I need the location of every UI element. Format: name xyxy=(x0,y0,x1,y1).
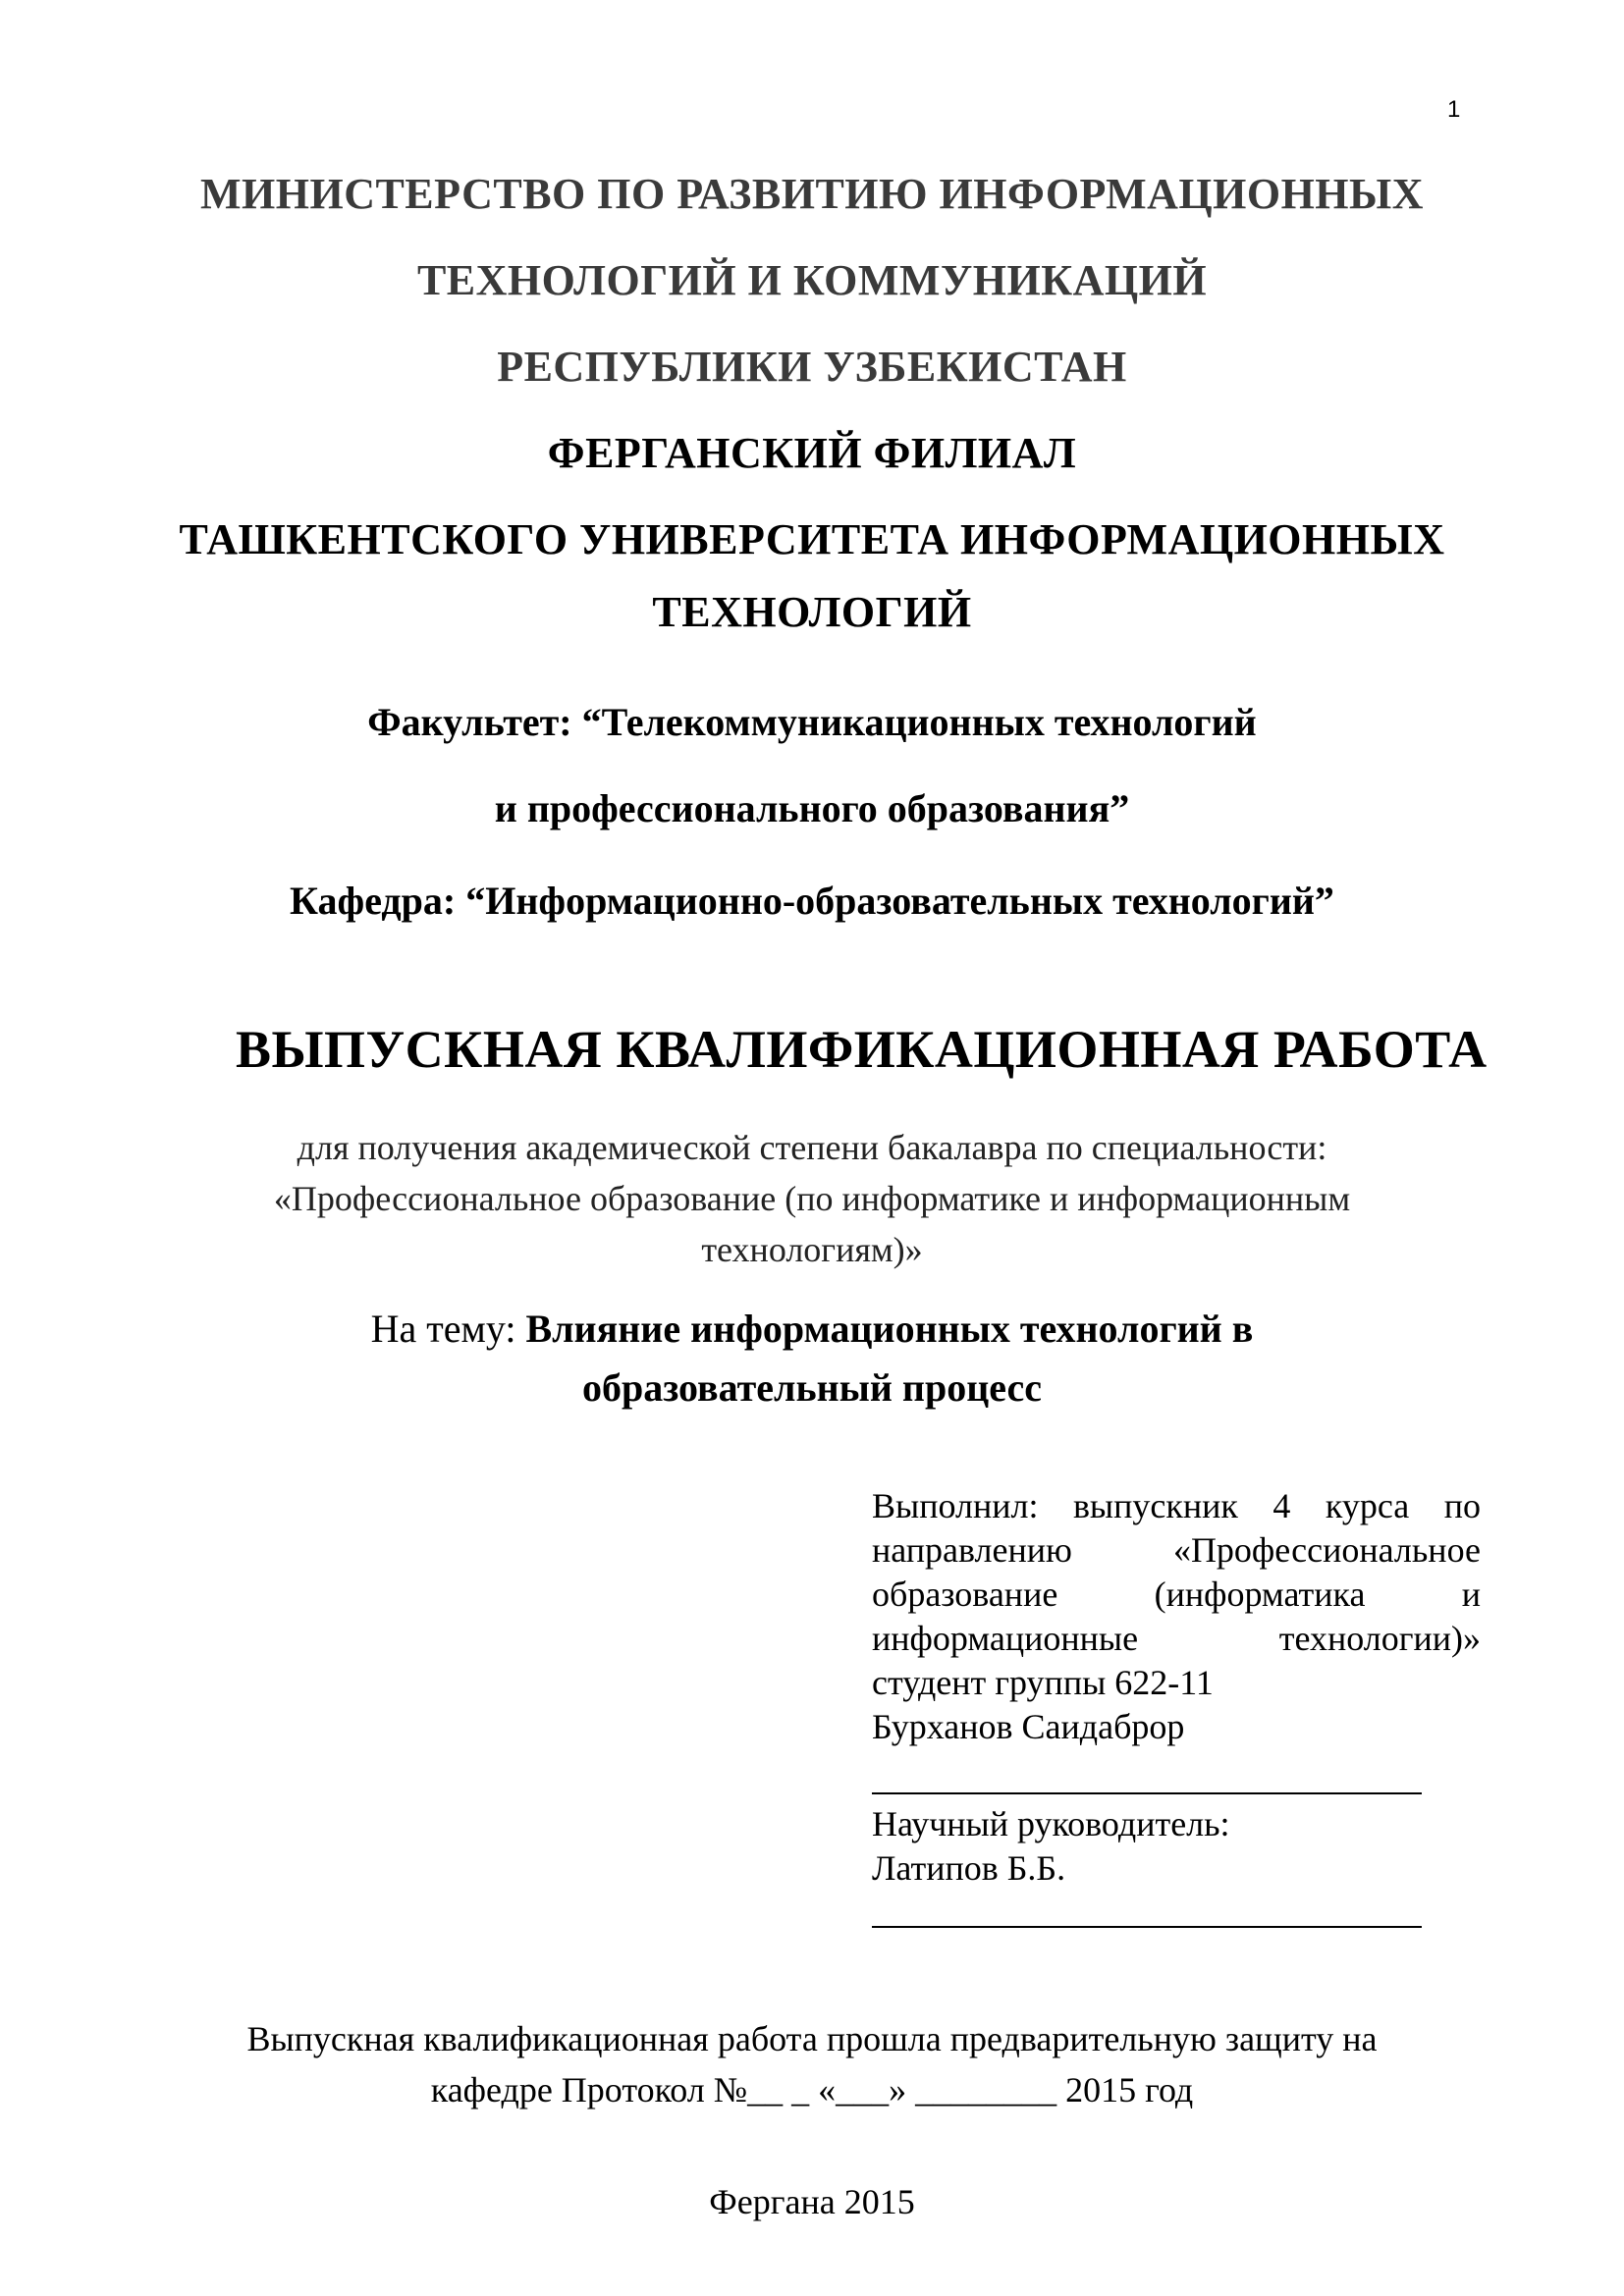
author-text: (информатика xyxy=(1154,1575,1366,1614)
author-text: 4 xyxy=(1272,1486,1291,1525)
defense-line1: Выпускная квалификационная работа прошла предварительную защиту на xyxy=(246,2019,1378,2058)
topic-line2 xyxy=(0,1364,1624,1411)
author-text: и xyxy=(1461,1575,1481,1614)
author-text: выпускник xyxy=(1072,1486,1238,1525)
supervisor-label-text: Научный руководитель: xyxy=(872,1804,1230,1843)
faculty-line2: и профессионального образования” xyxy=(494,786,1130,830)
degree-line3: технологиям)» xyxy=(701,1230,923,1269)
author-name: Бурханов Саидаброр xyxy=(872,1707,1185,1746)
supervisor-signature-line xyxy=(872,1926,1422,1928)
author-block xyxy=(872,1484,1481,1749)
author-text: технологии)» xyxy=(1278,1619,1481,1658)
document-title: ВЫПУСКНАЯ КВАЛИФИКАЦИОННАЯ РАБОТА xyxy=(236,1020,1488,1079)
degree-line1: для получения академической степени бакалавра по специальности: xyxy=(297,1128,1327,1167)
author-signature-line xyxy=(872,1792,1422,1794)
ministry-heading-line1: МИНИСТЕРСТВО ПО РАЗВИТИЮ ИНФОРМАЦИОННЫХ xyxy=(199,170,1425,218)
ministry-heading-line3: РЕСПУБЛИКИ УЗБЕКИСТАН xyxy=(497,343,1127,391)
ministry-heading-line2: ТЕХНОЛОГИЙ И КОММУНИКАЦИЙ xyxy=(416,256,1208,304)
defense-line2: кафедре Протокол №__ _ «___» ________ 2015 год xyxy=(430,2070,1194,2109)
author-text: «Профессиональное xyxy=(1172,1530,1481,1570)
supervisor-label xyxy=(872,1802,1481,1891)
page-number: 1 xyxy=(1447,96,1461,123)
author-text: Выполнил: xyxy=(872,1486,1039,1525)
topic-title-part2: образовательный процесс xyxy=(581,1365,1043,1410)
author-text: курса xyxy=(1325,1486,1410,1525)
author-row1 xyxy=(872,1484,1481,1528)
author-text: направлению xyxy=(872,1530,1072,1570)
author-text: образование xyxy=(872,1575,1058,1614)
author-text: информационные xyxy=(872,1619,1139,1658)
author-text: по xyxy=(1443,1486,1481,1525)
topic-line1 xyxy=(0,1306,1624,1352)
branch-heading-line3: ТЕХНОЛОГИЙ xyxy=(652,588,972,636)
author-group: студент группы 622-11 xyxy=(872,1663,1214,1702)
author-row4 xyxy=(872,1617,1481,1661)
degree-line2: «Профессиональное образование (по информатике и информационным xyxy=(273,1179,1351,1218)
supervisor-name: Латипов Б.Б. xyxy=(872,1848,1066,1888)
faculty-line1: Факультет: “Телекоммуникационных технологий xyxy=(367,700,1257,744)
branch-heading-line1: ФЕРГАНСКИЙ ФИЛИАЛ xyxy=(547,429,1077,477)
topic-prefix: На тему: xyxy=(370,1307,526,1351)
place-year: Фергана 2015 xyxy=(709,2182,915,2221)
topic-title-part1: Влияние информационных технологий в xyxy=(525,1307,1254,1351)
author-row3 xyxy=(872,1573,1481,1617)
branch-heading-line2: ТАШКЕНТСКОГО УНИВЕРСИТЕТА ИНФОРМАЦИОННЫХ xyxy=(179,515,1445,563)
department-line: Кафедра: “Информационно-образовательных технологий” xyxy=(290,879,1334,923)
author-row2 xyxy=(872,1528,1481,1573)
